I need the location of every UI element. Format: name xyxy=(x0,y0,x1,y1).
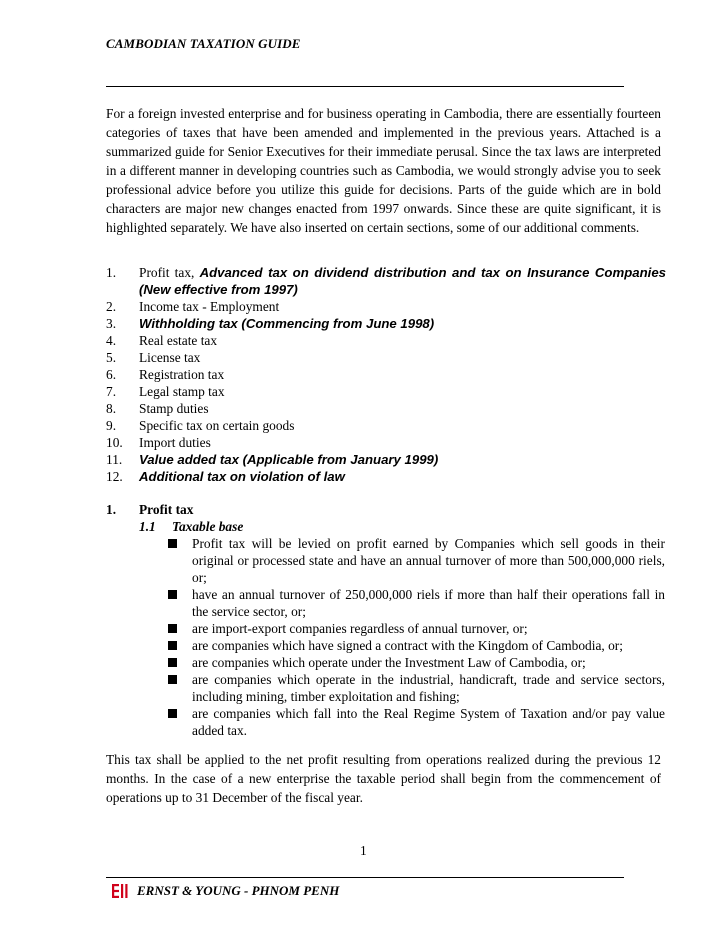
bullet-item xyxy=(168,586,665,620)
square-bullet-icon xyxy=(168,675,177,684)
tax-category-plain-text: Specific tax on certain goods xyxy=(139,418,295,433)
tax-category-number: 6. xyxy=(106,367,117,382)
closing-paragraph: This tax shall be applied to the net profit resulting from operations realized during the previous 12 months. In the case of a new enterprise the taxable period shall begin from the commencement of operations up to 31 December of the fiscal year. xyxy=(106,752,661,805)
tax-category-text xyxy=(139,315,666,332)
square-bullet-icon xyxy=(168,590,177,599)
tax-category-number: 9. xyxy=(106,418,117,433)
bullet-text: are companies which operate in the industrial, handicraft, trade and service sectors, including mining, timber exploitation and fishing; xyxy=(192,672,665,704)
footer-firm-name: ERNST & YOUNG - PHNOM PENH xyxy=(137,883,340,898)
tax-category-item xyxy=(106,451,666,468)
bullet-text: are companies which operate under the Investment Law of Cambodia, or; xyxy=(192,655,586,670)
bullet-text: are companies which have signed a contract with the Kingdom of Cambodia, or; xyxy=(192,638,623,653)
tax-category-number: 8. xyxy=(106,401,117,416)
tax-category-plain-text: Income tax - Employment xyxy=(139,299,280,314)
tax-category-item xyxy=(106,349,666,366)
square-bullet-icon xyxy=(168,641,177,650)
tax-category-number: 4. xyxy=(106,333,117,348)
tax-category-list xyxy=(106,264,666,485)
tax-category-new-change-text: Advanced tax on dividend distribution and tax on Insurance Companies (New effective from 1997) xyxy=(139,265,666,297)
tax-category-item xyxy=(106,434,666,451)
tax-category-plain-text: Import duties xyxy=(139,435,211,450)
tax-category-item xyxy=(106,400,666,417)
tax-category-text xyxy=(139,298,666,315)
tax-category-number: 10. xyxy=(106,435,123,450)
square-bullet-icon xyxy=(168,539,177,548)
taxable-base-bullets xyxy=(168,535,665,739)
tax-category-number: 3. xyxy=(106,316,117,331)
tax-category-item xyxy=(106,383,666,400)
tax-category-plain-text: Registration tax xyxy=(139,367,225,382)
tax-category-text xyxy=(139,366,666,383)
document-header-title: CAMBODIAN TAXATION GUIDE xyxy=(106,36,301,51)
section-profit-tax xyxy=(106,501,666,739)
subsection-number: 1.1 xyxy=(139,519,156,534)
tax-category-number: 5. xyxy=(106,350,117,365)
square-bullet-icon xyxy=(168,709,177,718)
tax-category-text xyxy=(139,383,666,400)
section-heading xyxy=(106,501,666,518)
tax-category-item xyxy=(106,417,666,434)
ernst-young-logo-icon xyxy=(112,883,128,899)
header-divider xyxy=(106,86,624,87)
subsection-title: Taxable base xyxy=(172,519,244,534)
tax-category-number: 12. xyxy=(106,469,123,484)
tax-category-text xyxy=(139,400,666,417)
tax-category-text xyxy=(139,349,666,366)
square-bullet-icon xyxy=(168,624,177,633)
bullet-item xyxy=(168,535,665,586)
bullet-item xyxy=(168,620,665,637)
bullet-text: are companies which fall into the Real Regime System of Taxation and/or pay value added tax. xyxy=(192,706,665,738)
section-number: 1. xyxy=(106,502,117,517)
tax-category-item xyxy=(106,264,666,298)
tax-category-text xyxy=(139,468,666,485)
tax-category-plain-text: Legal stamp tax xyxy=(139,384,225,399)
section-title: Profit tax xyxy=(139,502,194,517)
tax-category-text xyxy=(139,417,666,434)
tax-category-plain-text: Real estate tax xyxy=(139,333,218,348)
tax-category-item xyxy=(106,298,666,315)
square-bullet-icon xyxy=(168,658,177,667)
bullet-item xyxy=(168,671,665,705)
bullet-item xyxy=(168,705,665,739)
bullet-item xyxy=(168,654,665,671)
tax-category-item xyxy=(106,315,666,332)
tax-category-item xyxy=(106,366,666,383)
tax-category-text xyxy=(139,264,666,298)
tax-category-plain-text: Profit tax, xyxy=(139,265,200,280)
bullet-item xyxy=(168,637,665,654)
tax-category-text xyxy=(139,332,666,349)
intro-paragraph: For a foreign invested enterprise and for business operating in Cambodia, there are essentially fourteen categories of taxes that have been amended and implemented in the previous years. Attached is a summarized guide for Senior Executives for their immediate perusal. Since the tax laws are interpreted in a different manner in developing countries such as Cambodia, we would strongly advise you to seek professional advice before you utilize this guide for decisions. Parts of the guide which are in bold characters are major new changes enacted from 1997 onwards. Since these are quite significant, it is highlighted separately. We have also inserted on certain sections, some of our additional comments. xyxy=(106,106,661,235)
bullet-text: Profit tax will be levied on profit earned by Companies which sell goods in their original or processed state and have an annual turnover of more than 500,000,000 riels, or; xyxy=(192,536,665,585)
tax-category-number: 11. xyxy=(106,452,123,467)
tax-category-item xyxy=(106,468,666,485)
subsection-heading xyxy=(139,518,666,535)
tax-category-number: 7. xyxy=(106,384,117,399)
tax-category-new-change-text: Value added tax (Applicable from January 1999) xyxy=(139,452,439,467)
footer-divider xyxy=(106,877,624,878)
tax-category-number: 2. xyxy=(106,299,117,314)
tax-category-text xyxy=(139,434,666,451)
page-number: 1 xyxy=(360,843,367,858)
tax-category-new-change-text: Withholding tax (Commencing from June 1998) xyxy=(139,316,435,331)
bullet-text: are import-export companies regardless of annual turnover, or; xyxy=(192,621,528,636)
tax-category-new-change-text: Additional tax on violation of law xyxy=(139,469,345,484)
tax-category-item xyxy=(106,332,666,349)
tax-category-number: 1. xyxy=(106,265,117,280)
bullet-text: have an annual turnover of 250,000,000 riels if more than half their operations fall in the service sector, or; xyxy=(192,587,665,619)
tax-category-plain-text: License tax xyxy=(139,350,201,365)
tax-category-plain-text: Stamp duties xyxy=(139,401,209,416)
tax-category-text xyxy=(139,451,666,468)
